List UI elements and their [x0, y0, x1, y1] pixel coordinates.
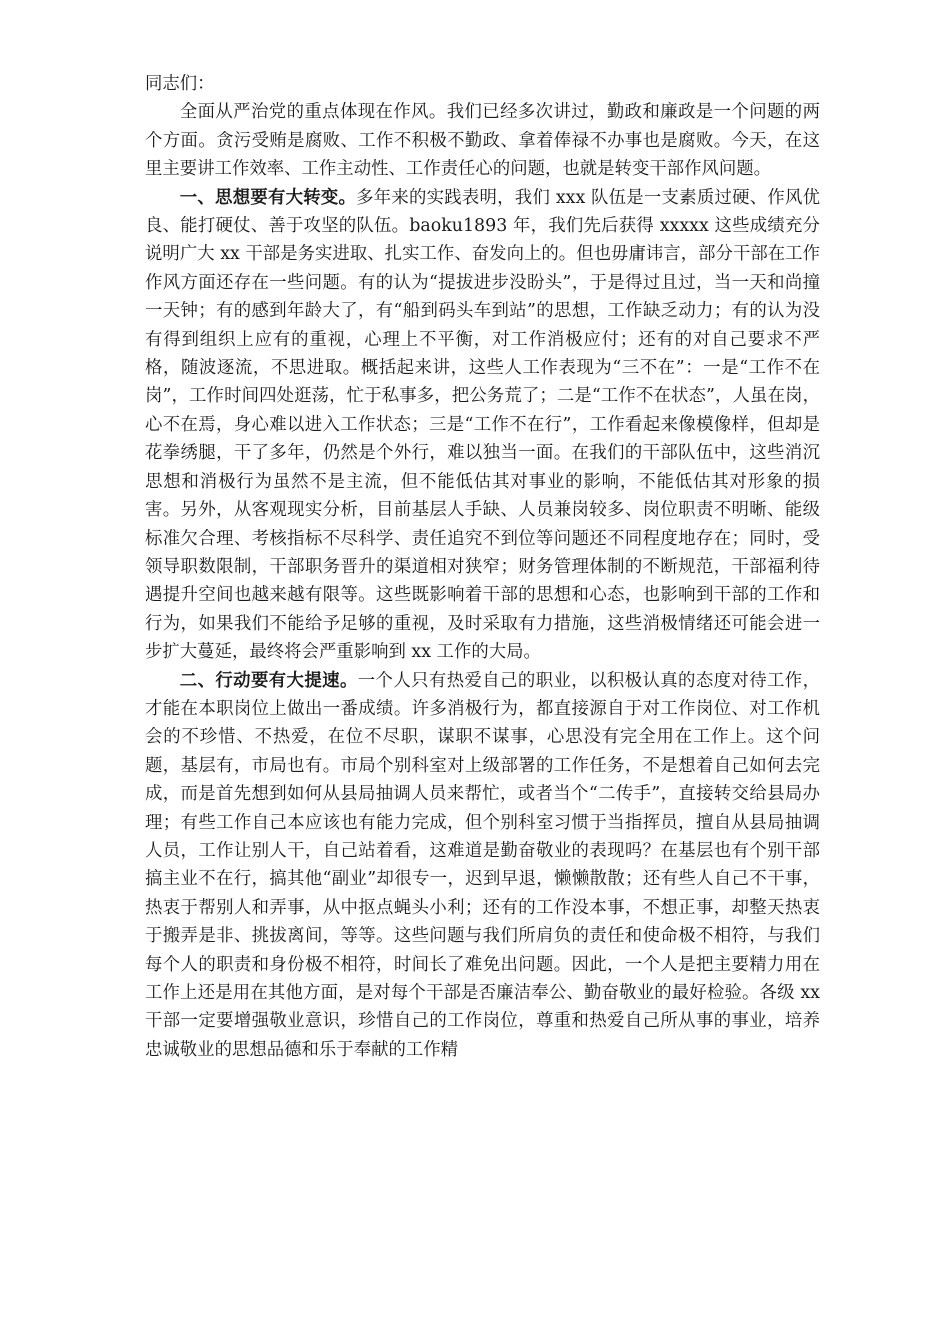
section-1-heading: 一、思想要有大转变。	[179, 187, 357, 208]
intro-paragraph: 全面从严治党的重点体现在作风。我们已经多次讲过，勤政和廉政是一个问题的两个方面。贪污受贿是腐败、工作不积极不勤政、拿着俸禄不办事也是腐败。今天，在这里主要讲工作效率、工作主动性、工作责任心的问题，也就是转变干部作风问题。	[145, 102, 820, 180]
section-2-paragraph	[145, 667, 820, 1065]
section-2-heading: 二、行动要有大提速。	[179, 670, 358, 691]
section-2-body: 一个人只有热爱自己的职业，以积极认真的态度对待工作，才能在本职岗位上做出一番成绩。许多消极行为，都直接源自于对工作岗位、对工作机会的不珍惜、不热爱，在位不尽职，谋职不谋事，心思没有完全用在工作上。这个问题，基层有，市局也有。市局个别科室对上级部署的工作任务，不是想着自己如何去完成，而是首先想到如何从县局抽调人员来帮忙，或者当个“二传手”，直接转交给县局办理；有些工作自己本应该也有能力完成，但个别科室习惯于当指挥员，擅自从县局抽调人员，工作让别人干，自己站着看，这难道是勤奋敬业的表现吗？在基层也有个别干部搞主业不在行，搞其他“副业”却很专一，迟到早退，懒懒散散；还有些人自己不干事，热衷于帮别人和弄事，从中抠点蝇头小利；还有的工作没本事，不想正事，却整天热衷于搬弄是非、挑拔离间，等等。这些问题与我们所肩负的责任和使命极不相符，与我们每个人的职责和身份极不相符，时间长了难免出问题。因此，一个人是把主要精力用在工作上还是用在其他方面，是对每个干部是否廉洁奉公、勤奋敬业的最好检验。各级 xx 干部一定要增强敬业意识，珍惜自己的工作岗位，尊重和热爱自己所从事的事业，培养忠诚敬业的思想品德和乐于奉献的工作精	[145, 670, 820, 1060]
section-1-body: 多年来的实践表明，我们 xxx 队伍是一支素质过硬、作风优良、能打硬仗、善于攻坚的队伍。baoku1893 年，我们先后获得 xxxxx 这些成绩充分说明广大 xx 干部是务实进取、扎实工作、奋发向上的。但也毋庸讳言，部分干部在工作作风方面还存在一些问题。有的认为“提拔进步没盼头”，于是得过且过，当一天和尚撞一天钟；有的感到年龄大了，有“船到码头车到站”的思想，工作缺乏动力；有的认为没有得到组织上应有的重视，心理上不平衡，对工作消极应付；还有的对自己要求不严格，随波逐流，不思进取。概括起来讲，这些人工作表现为“三不在”：一是“工作不在岗”，工作时间四处逛荡，忙于私事多，把公务荒了；二是“工作不在状态”，人虽在岗，心不在焉，身心难以进入工作状态；三是“工作不在行”，工作看起来像模像样，但却是花拳绣腿，干了多年，仍然是个外行，难以独当一面。在我们的干部队伍中，这些消沉思想和消极行为虽然不是主流，但不能低估其对事业的影响，不能低估其对形象的损害。另外，从客观现实分析，目前基层人手缺、人员兼岗较多、岗位职责不明晰、能级标准欠合理、考核指标不尽科学、责任追究不到位等问题还不同程度地存在；同时，受领导职数限制，干部职务晋升的渠道相对狭窄；财务管理体制的不断规范，干部福利待遇提升空间也越来越有限等。这些既影响着干部的思想和心态，也影响到干部的工作和行为，如果我们不能给予足够的重视，及时采取有力措施，这些消极情绪还可能会进一步扩大蔓延，最终将会严重影响到 xx 工作的大局。	[145, 187, 820, 663]
salutation: 同志们：	[145, 74, 215, 94]
section-1-paragraph	[145, 184, 820, 667]
document-page	[145, 70, 820, 1064]
